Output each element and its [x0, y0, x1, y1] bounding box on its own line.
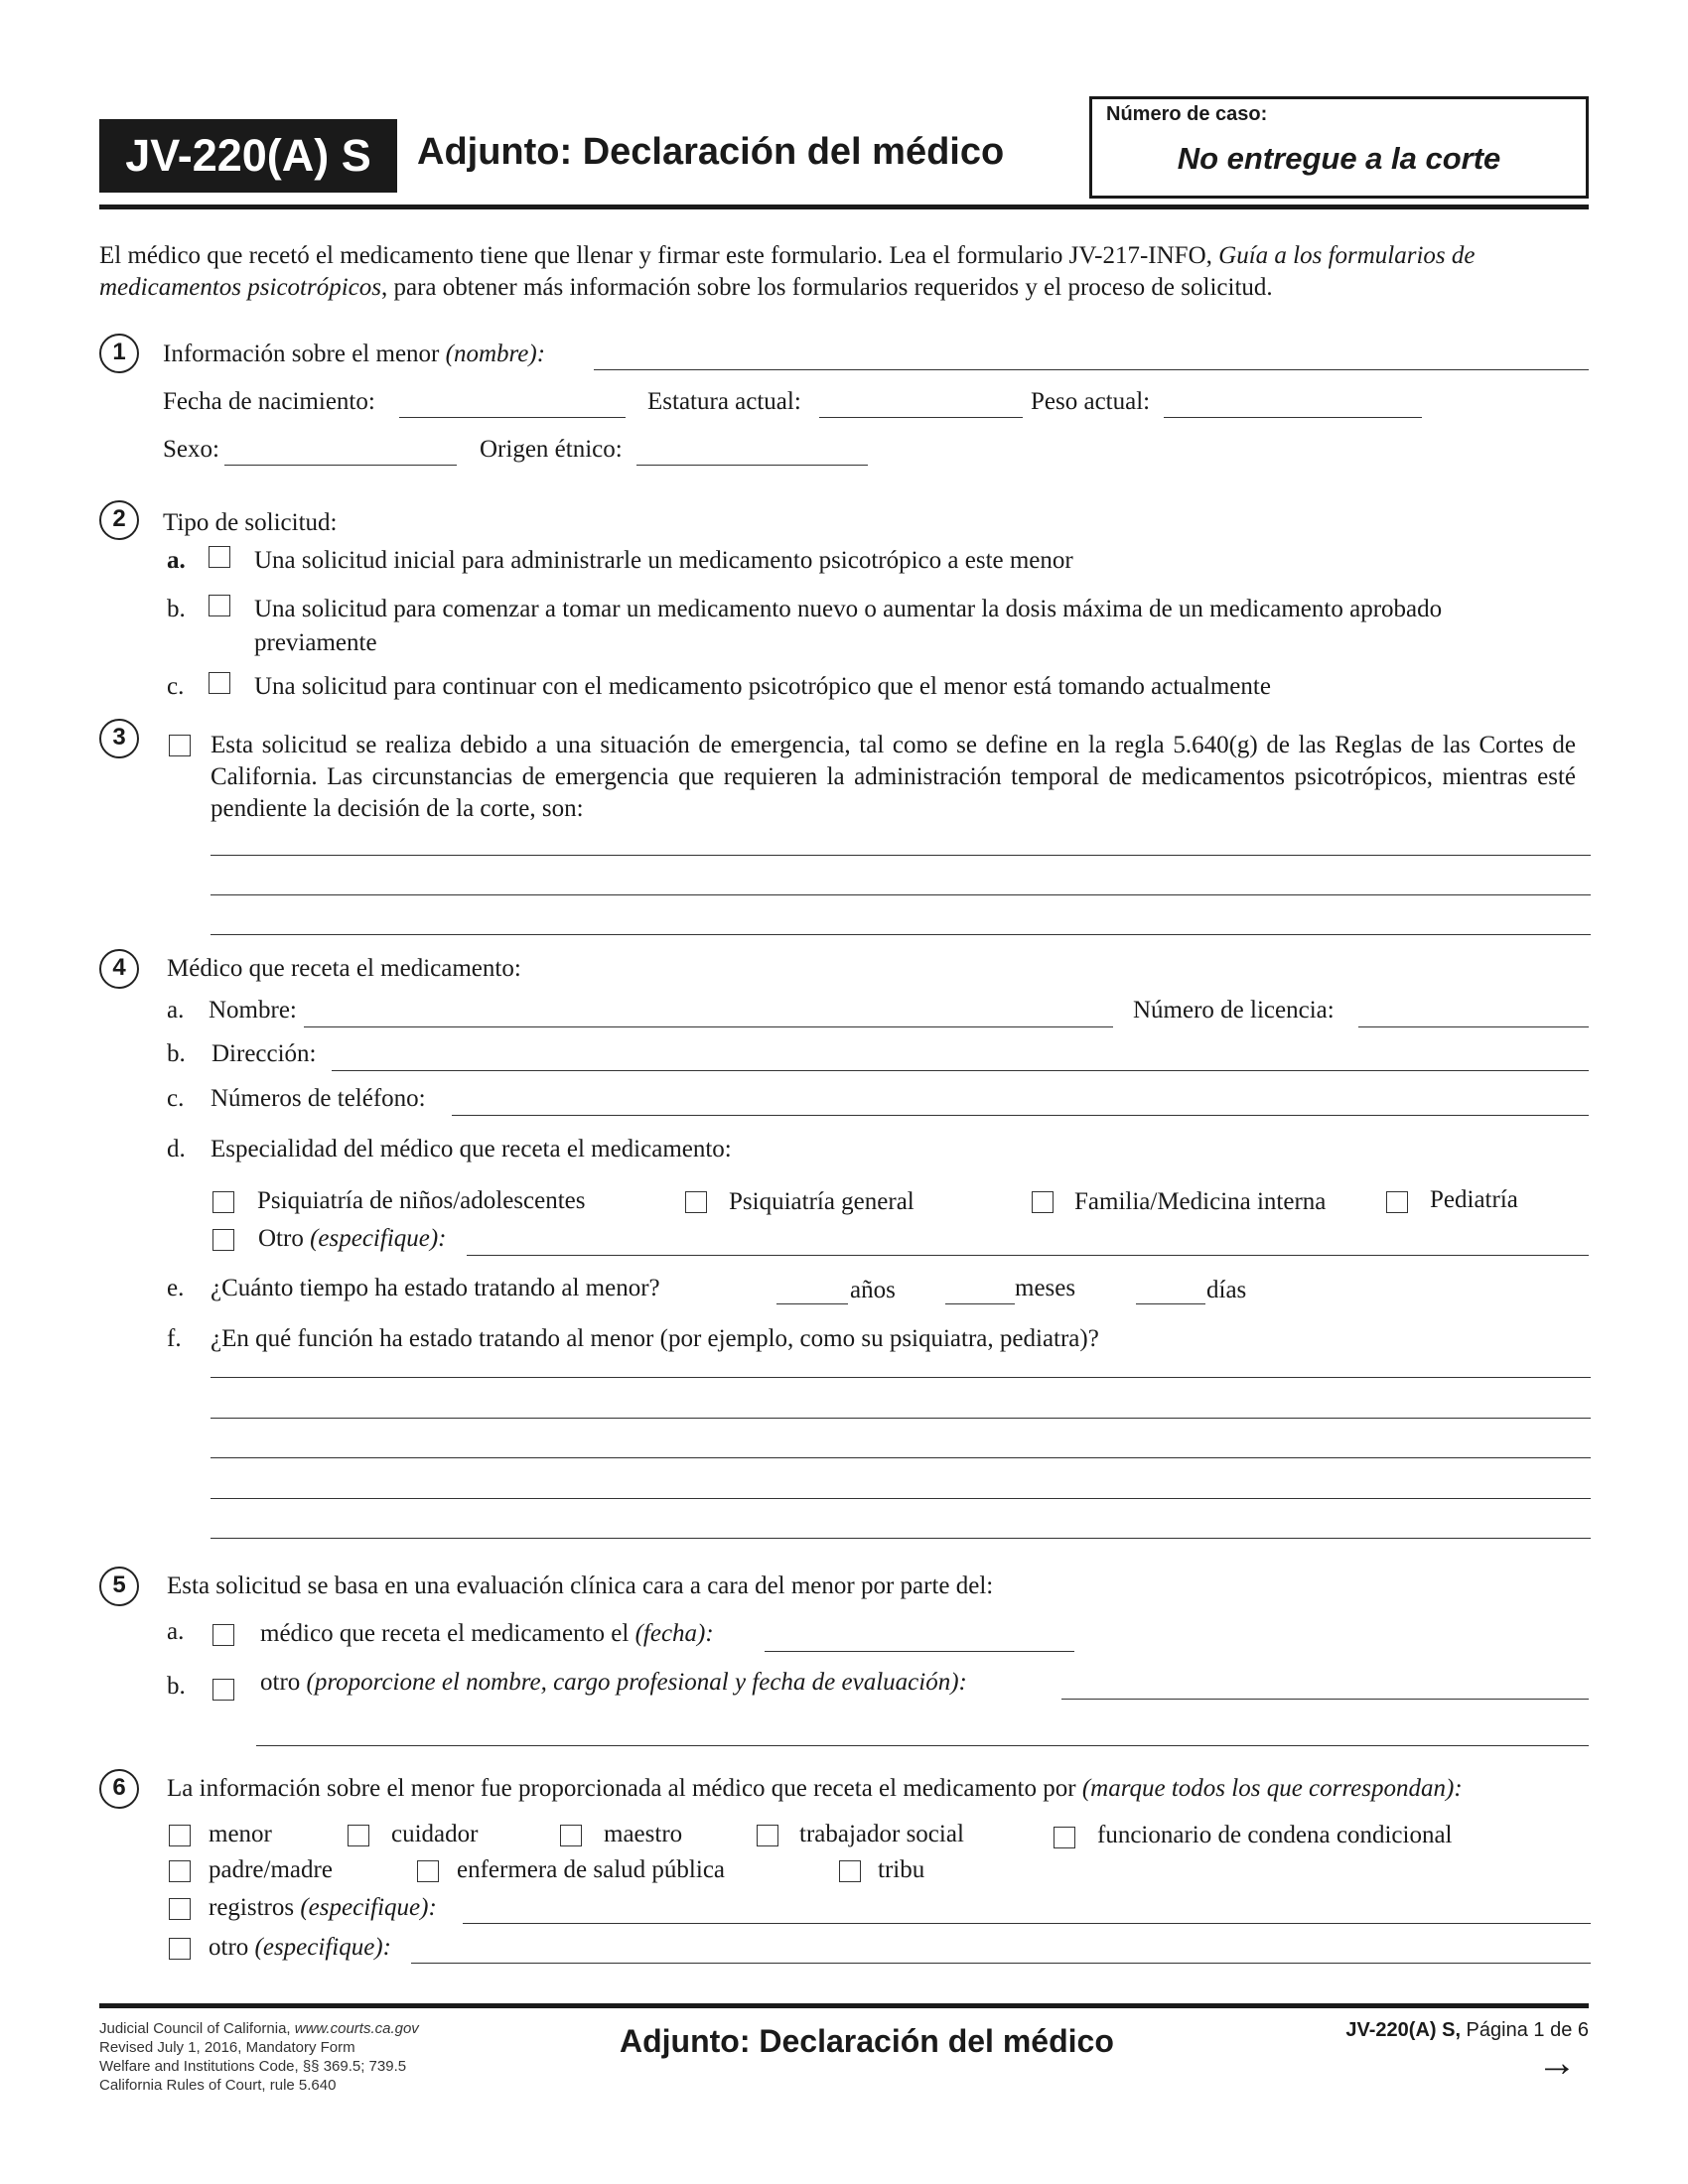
ethnic-label: Origen étnico: — [480, 436, 623, 463]
months-field[interactable] — [945, 1303, 1015, 1304]
specialty-other-label: Otro (especifique): — [258, 1225, 447, 1252]
evaluation-prescriber-label: médico que receta el medicamento el (fecha): — [260, 1620, 714, 1647]
address-field[interactable] — [332, 1070, 1589, 1071]
source-social-worker-label: trabajador social — [799, 1821, 964, 1847]
sex-field[interactable] — [224, 465, 457, 466]
capacity-line-2[interactable] — [211, 1418, 1591, 1419]
evaluation-label: Esta solicitud se basa en una evaluación clínica cara a cara del menor por parte del: — [167, 1572, 994, 1599]
specialty-child-psych-label: Psiquiatría de niños/adolescentes — [257, 1187, 586, 1214]
section-4-number: 4 — [99, 949, 139, 989]
footer-code: Welfare and Institutions Code, §§ 369.5; 739.5 — [99, 2058, 407, 2075]
years-label: años — [850, 1277, 896, 1303]
emergency-line-3[interactable] — [211, 934, 1591, 935]
footer-rules: California Rules of Court, rule 5.640 — [99, 2077, 337, 2094]
license-field[interactable] — [1358, 1026, 1589, 1027]
next-page-arrow-icon[interactable]: → — [1537, 2041, 1577, 2085]
months-label: meses — [1015, 1275, 1076, 1301]
prescriber-letter-f: f. — [167, 1325, 182, 1352]
dob-label: Fecha de nacimiento: — [163, 388, 375, 415]
source-parent-checkbox[interactable] — [169, 1860, 191, 1882]
capacity-line-3[interactable] — [211, 1457, 1591, 1458]
years-field[interactable] — [776, 1303, 848, 1304]
source-teacher-checkbox[interactable] — [560, 1825, 582, 1846]
section-6-number: 6 — [99, 1769, 139, 1809]
prescriber-letter-a: a. — [167, 997, 185, 1024]
specialty-pediatrics-checkbox[interactable] — [1386, 1191, 1408, 1213]
source-caregiver-checkbox[interactable] — [348, 1825, 369, 1846]
emergency-line-2[interactable] — [211, 894, 1591, 895]
duration-label: ¿Cuánto tiempo ha estado tratando al menor? — [211, 1275, 660, 1301]
specialty-other-checkbox[interactable] — [212, 1229, 234, 1251]
prescriber-name-field[interactable] — [304, 1026, 1113, 1027]
weight-field[interactable] — [1164, 417, 1422, 418]
source-parent-label: padre/madre — [209, 1856, 333, 1883]
source-records-field[interactable] — [463, 1923, 1591, 1924]
prescriber-letter-b: b. — [167, 1040, 186, 1067]
days-field[interactable] — [1136, 1303, 1205, 1304]
option-letter-a: a. — [167, 547, 186, 574]
sex-label: Sexo: — [163, 436, 219, 463]
specialty-general-psych-checkbox[interactable] — [685, 1191, 707, 1213]
form-title: Adjunto: Declaración del médico — [417, 131, 1005, 173]
info-source-label: La información sobre el menor fue proporcionada al médico que receta el medicamento por (marque todos los que correspondan): — [167, 1775, 1463, 1802]
source-minor-label: menor — [209, 1821, 272, 1847]
header-rule — [99, 205, 1589, 209]
specialty-family-label: Familia/Medicina interna — [1074, 1188, 1327, 1215]
section-1-number: 1 — [99, 334, 139, 373]
footer-revised: Revised July 1, 2016, Mandatory Form — [99, 2039, 355, 2056]
capacity-line-5[interactable] — [211, 1538, 1591, 1539]
evaluation-other-field[interactable] — [1061, 1699, 1589, 1700]
footer-council: Judicial Council of California, www.courts.ca.gov — [99, 2020, 419, 2037]
footer-legal — [99, 2019, 419, 2095]
ethnic-field[interactable] — [636, 465, 868, 466]
height-field[interactable] — [819, 417, 1023, 418]
source-other-checkbox[interactable] — [169, 1938, 191, 1960]
request-initial-checkbox[interactable] — [209, 546, 230, 568]
evaluation-letter-b: b. — [167, 1673, 186, 1700]
specialty-other-field[interactable] — [467, 1255, 1589, 1256]
address-label: Dirección: — [211, 1040, 317, 1067]
case-number-note: No entregue a la corte — [1177, 141, 1501, 176]
footer-page-info: JV-220(A) S, Página 1 de 6 — [1345, 2019, 1589, 2041]
source-records-checkbox[interactable] — [169, 1898, 191, 1920]
specialty-label: Especialidad del médico que receta el medicamento: — [211, 1136, 732, 1162]
specialty-family-checkbox[interactable] — [1032, 1191, 1054, 1213]
evaluation-letter-a: a. — [167, 1618, 185, 1645]
footer-title: Adjunto: Declaración del médico — [620, 2023, 1114, 2059]
source-tribe-label: tribu — [878, 1856, 925, 1883]
source-social-worker-checkbox[interactable] — [757, 1825, 778, 1846]
case-number-box[interactable] — [1089, 96, 1589, 199]
source-minor-checkbox[interactable] — [169, 1825, 191, 1846]
specialty-pediatrics-label: Pediatría — [1430, 1186, 1518, 1213]
prescriber-label: Médico que receta el medicamento: — [167, 955, 521, 982]
section-3-number: 3 — [99, 719, 139, 758]
request-continue-label: Una solicitud para continuar con el medicamento psicotrópico que el menor está tomando actualmente — [254, 673, 1271, 700]
source-teacher-label: maestro — [604, 1821, 683, 1847]
source-caregiver-label: cuidador — [391, 1821, 479, 1847]
capacity-line-4[interactable] — [211, 1498, 1591, 1499]
specialty-general-psych-label: Psiquiatría general — [729, 1188, 914, 1215]
evaluation-prescriber-checkbox[interactable] — [212, 1624, 234, 1646]
emergency-text: Esta solicitud se realiza debido a una situación de emergencia, tal como se define en la regla 5.640(g) de las Reglas de las Cortes de California. Las circunstancias de emergencia que requieren la administración temporal de medicamentos psicotrópicos, mientras esté pendiente la decisión de la corte, son: — [211, 732, 1576, 822]
license-label: Número de licencia: — [1133, 997, 1335, 1024]
footer-rule — [99, 2003, 1589, 2008]
child-name-label: Información sobre el menor (nombre): — [163, 341, 546, 367]
capacity-line-1[interactable] — [211, 1377, 1591, 1378]
source-probation-label: funcionario de condena condicional — [1097, 1822, 1453, 1848]
prescriber-name-label: Nombre: — [209, 997, 297, 1024]
request-type-label: Tipo de solicitud: — [163, 509, 338, 536]
source-tribe-checkbox[interactable] — [839, 1860, 861, 1882]
request-new-label-line1: Una solicitud para comenzar a tomar un medicamento nuevo o aumentar la dosis máxima de un medicamento aprobado — [254, 596, 1443, 622]
specialty-child-psych-checkbox[interactable] — [212, 1191, 234, 1213]
intro-text: El médico que recetó el medicamento tiene que llenar y firmar este formulario. Lea el formulario JV-217-INFO, Guía a los formularios de medicamentos psicotrópicos, para obtener más información sobre los formularios requeridos y el proceso de solicitud. — [99, 242, 1476, 301]
prescriber-letter-c: c. — [167, 1085, 185, 1112]
emergency-checkbox[interactable] — [169, 735, 191, 756]
source-nurse-label: enfermera de salud pública — [457, 1856, 726, 1883]
section-2-number: 2 — [99, 500, 139, 540]
evaluation-other-field-2[interactable] — [256, 1745, 1589, 1746]
evaluation-date-field[interactable] — [765, 1651, 1074, 1652]
phone-field[interactable] — [452, 1115, 1589, 1116]
child-name-field[interactable] — [594, 369, 1589, 370]
source-probation-checkbox[interactable] — [1054, 1827, 1075, 1848]
weight-label: Peso actual: — [1031, 388, 1151, 415]
evaluation-other-checkbox[interactable] — [212, 1679, 234, 1701]
courts-link[interactable]: www.courts.ca.gov — [294, 2020, 419, 2037]
height-label: Estatura actual: — [647, 388, 801, 415]
source-other-label: otro (especifique): — [209, 1934, 391, 1961]
evaluation-other-label: otro (proporcione el nombre, cargo profesional y fecha de evaluación): — [260, 1669, 967, 1696]
option-letter-c: c. — [167, 673, 185, 700]
capacity-label: ¿En qué función ha estado tratando al menor (por ejemplo, como su psiquiatra, pediatra)? — [211, 1325, 1099, 1352]
option-letter-b: b. — [167, 596, 186, 622]
prescriber-letter-d: d. — [167, 1136, 186, 1162]
source-records-label: registros (especifique): — [209, 1894, 437, 1921]
section-5-number: 5 — [99, 1567, 139, 1606]
days-label: días — [1206, 1277, 1247, 1303]
source-nurse-checkbox[interactable] — [417, 1860, 439, 1882]
request-initial-label: Una solicitud inicial para administrarle un medicamento psicotrópico a este menor — [254, 547, 1073, 574]
form-code-badge: JV-220(A) S — [99, 119, 397, 193]
request-new-checkbox[interactable] — [209, 595, 230, 616]
source-other-field[interactable] — [411, 1963, 1591, 1964]
request-new-label-line2: previamente — [254, 629, 377, 656]
dob-field[interactable] — [399, 417, 626, 418]
case-number-label: Número de caso: — [1106, 103, 1268, 125]
emergency-line-1[interactable] — [211, 855, 1591, 856]
prescriber-letter-e: e. — [167, 1275, 185, 1301]
phone-label: Números de teléfono: — [211, 1085, 426, 1112]
request-continue-checkbox[interactable] — [209, 672, 230, 694]
